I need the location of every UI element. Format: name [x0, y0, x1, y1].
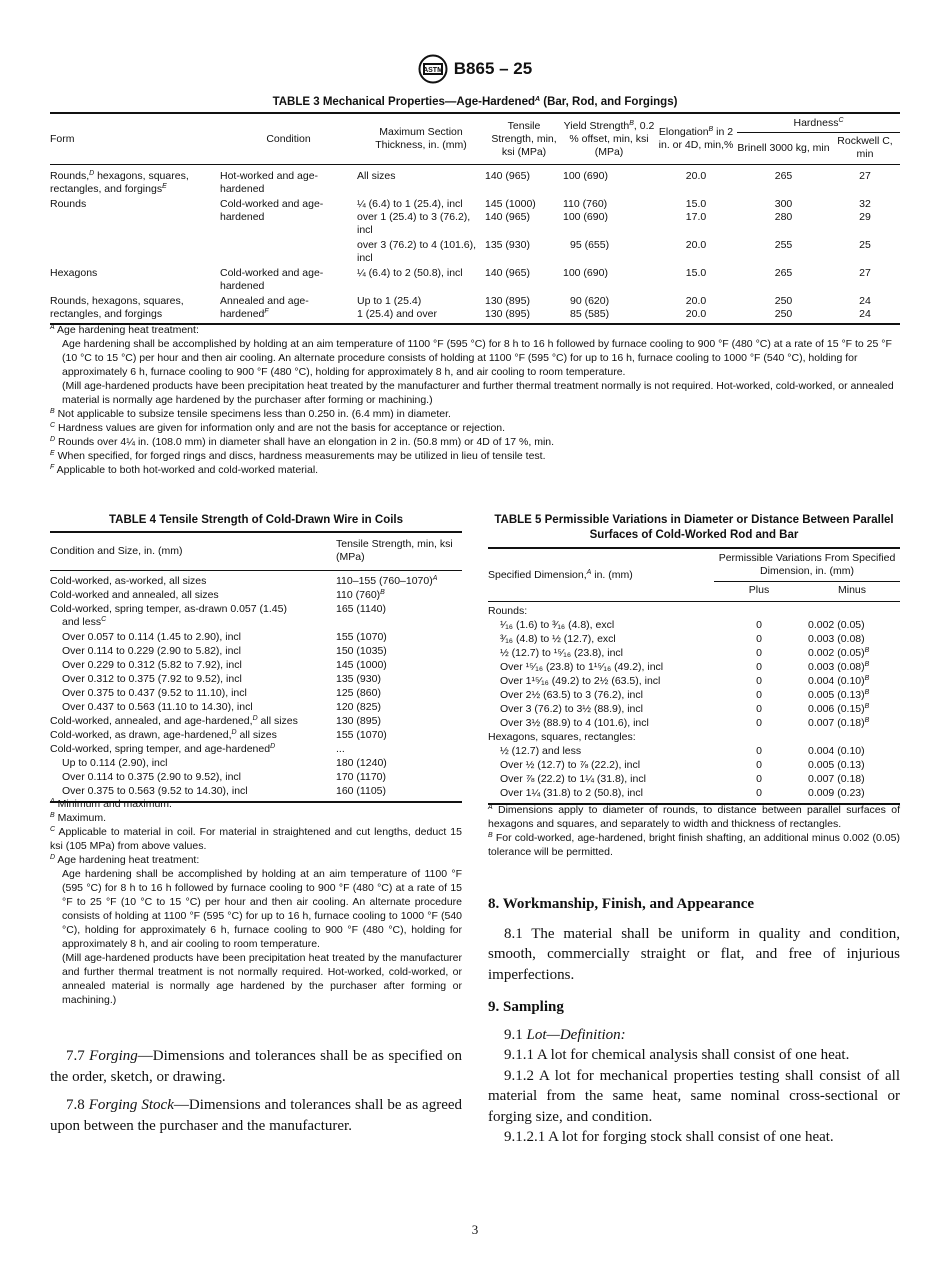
svg-text:ASTM: ASTM [422, 67, 443, 74]
table-row: Over 0.057 to 0.114 (1.45 to 2.90), incl 155 (1070) [62, 631, 387, 643]
table-row: Rounds Cold-worked and age-hardened ¼ (6.4) to 1 (25.4), incl 145 (1000) 110 (760) 15.0 300 32 [50, 198, 871, 223]
table-row: Cold-worked, spring temper, and age-hardened$^D$ ... [50, 743, 345, 755]
col-hardness: Hardness$^C$ [737, 113, 900, 133]
table-row: Over 3½ (88.9) to 4 (101.6), incl 0 0.007 $(0.18)^B$ [500, 717, 870, 729]
table-row: Cold-worked, as-worked, all sizes 110–155 $(760-1070)^A$ [50, 575, 438, 587]
table-row: Over 0.312 to 0.375 (7.92 to 9.52), incl 135 (930) [62, 673, 381, 685]
table3-footnotes: $^A$ Age hardening heat treatment: Age hardening shall be accomplished by holding at an aim temperature of 1100 °F (595 °C) for 8 h to 16 h followed by furnace cooling to 900 °F (480 °C) at a rate of 15 °F to 25 °F (10 °C to 15 °C) per hour and then air cooling. An alternate procedure consists of holding at 1100 °F (595 °C) for up to 16 h, furnace cooling to 1000 °F (540 °C), holding for approximately 6 h, furnace cooling to 900 °F (480 °C), holding for approximately 8 h, and air cooling to room temperature. (Mill age-hardened products have been precipitation heat treated by the manufacturer and further thermal treatment normally is not required. Hot-worked, cold-worked, or annealed material is normally age hardened by the purchaser after forming or machining.) $^B$ Not applicable to subsize tensile specimens less than 0.250 in. (6.4 mm) in diameter. $^C$ Hardness values are given for information only and are not the basis for acceptance or rejection. $^D$ Rounds over 4¼ in. (108.0 mm) in diameter shall have an elongation in 2 in. (50.8 mm) or 4D of 17 %, min. $^E$ When specified, for forged rings and discs, hardness measurements may be utilized in lieu of tensile test. $^F$ Applicable to both hot-worked and cold-worked material. [50, 324, 894, 476]
col-minus: Minus [837, 584, 866, 596]
table-row: Over 0.229 to 0.312 (5.82 to 7.92), incl 145 (1000) [62, 659, 387, 671]
col-condition: Condition [220, 113, 357, 165]
left-body-text [50, 1046, 462, 1136]
col-specified-dimension: Specified Dimension,$^A$ in. (mm) [488, 548, 714, 602]
table-group-rounds: Rounds: [488, 605, 528, 617]
table3 [50, 112, 900, 325]
right-body-text [488, 894, 900, 1148]
table-row: Up to 0.114 (2.90), incl 180 (1240) [62, 757, 387, 769]
col-tensile: Tensile Strength, min, ksi (MPa) [485, 113, 563, 165]
table-row: Over 0.375 to 0.437 (9.52 to 11.10), incl 125 (860) [62, 687, 381, 699]
col-tensile-strength: Tensile Strength, min, ksi (MPa) [336, 538, 453, 563]
table-row: Rounds, hexagons, squares, rectangles, and forgings Annealed and age-hardened$^F$ Up to 1 (25.4) 1 (25.4) and over 130 (895) 130 (895) 90 (620) 85 (585) 20.0 20.0 250 250 24 24 [50, 293, 900, 324]
section-9-heading: 9. Sampling [488, 999, 564, 1015]
page-header [0, 56, 950, 82]
table3-caption: TABLE 3 Mechanical Properties—Age-Hardened$^A$ (Bar, Rod, and Forgings) [272, 96, 678, 108]
table-row: Cold-worked, spring temper, as-drawn 0.057 (1.45) and less$^C$ 165 (1140) [50, 603, 387, 628]
table-row: ½ (12.7) and less 0 0.004 (0.10) [500, 745, 865, 757]
table-row: Over ½ (12.7) to ⅞ (22.2), incl 0 0.005 (0.13) [500, 759, 865, 771]
table-row: Over 1¼ (31.8) to 2 (50.8), incl 0 0.009 (0.23) [488, 786, 900, 804]
paragraph-9-1-1: 9.1.1 A lot for chemical analysis shall consist of one heat. [504, 1047, 850, 1063]
table-row: over 3 (76.2) to 4 (101.6), incl 135 (930) 95 (655) 20.0 255 25 [357, 239, 871, 264]
table5 [488, 547, 900, 805]
col-form: Form [50, 113, 220, 165]
paragraph-7-8: 7.8 Forging Stock—Dimensions and tolerances shall be as agreed upon between the purchaser and the manufacturer. [50, 1097, 463, 1134]
table-row: Over 0.375 to 0.563 (9.52 to 14.30), incl 160 (1105) [50, 784, 462, 802]
table5-caption: TABLE 5 Permissible Variations in Diameter or Distance Between Parallel Surfaces of Cold-Worked Rod and Bar [494, 514, 894, 541]
table-row: over 1 (25.4) to 3 (76.2), incl 140 (965) 100 (690) 17.0 280 29 [357, 211, 871, 236]
table-row: Over 2½ (63.5) to 3 (76.2), incl 0 0.005 $(0.13)^B$ [500, 689, 870, 701]
col-elongation: Elongation$^B$ in 2 in. or 4D, min,% [655, 113, 737, 165]
col-yield: Yield Strength$^B$, 0.2 % offset, min, ksi (MPa) [563, 113, 655, 165]
document-designation: B865 – 25 [453, 59, 533, 78]
table-row: Over 0.114 to 0.229 (2.90 to 5.82), incl 150 (1035) [62, 645, 387, 657]
table-row: Over 0.114 to 0.375 (2.90 to 9.52), incl 170 (1170) [62, 771, 387, 783]
paragraph-8-1: 8.1 The material shall be uniform in quality and condition, smooth, commercially straight or flat, and free of injurious imperfections. [488, 925, 900, 983]
col-permissible-variations: Permissible Variations From Specified Dimension, in. (mm) [714, 548, 900, 582]
paragraph-9-1-2-1: 9.1.2.1 A lot for forging stock shall consist of one heat. [504, 1129, 834, 1145]
table-row: Over ⅞ (22.2) to 1¼ (31.8), incl 0 0.007 (0.18) [500, 773, 865, 785]
col-thickness: Maximum Section Thickness, in. (mm) [357, 113, 485, 165]
astm-logo-icon [418, 54, 448, 84]
col-brinell: Brinell 3000 kg, min [737, 133, 830, 165]
table-row: Over 1¹⁵⁄₁₆ (49.2) to 2½ (63.5), incl 0 0.004 $(0.10)^B$ [500, 675, 870, 687]
table-row: Hexagons Cold-worked and age-hardened ¼ (6.4) to 2 (50.8), incl 140 (965) 100 (690) 15.0 265 27 [50, 267, 871, 292]
table4 [50, 531, 462, 803]
section-8-heading: 8. Workmanship, Finish, and Appearance [488, 896, 755, 912]
table-row: Rounds,$^D$ hexagons, squares, rectangles, and forgings$^E$ Hot-worked and age-hardened All sizes 140 (965) 100 (690) 20.0 265 27 [50, 170, 871, 195]
table-row: Cold-worked and annealed, all sizes 110 $(760)^B$ [50, 589, 385, 601]
col-plus: Plus [748, 584, 770, 596]
table-row: Cold-worked, annealed, and age-hardened,$^D$ all sizes 130 (895) [50, 715, 381, 727]
table-group-hexagons: Hexagons, squares, rectangles: [488, 731, 636, 743]
table-row: ¹⁄₁₆ (1.6) to ³⁄₁₆ (4.8), excl 0 0.002 (0.05) [500, 619, 865, 631]
table-row: Cold-worked, as drawn, age-hardened,$^D$ all sizes 155 (1070) [50, 729, 387, 741]
table4-caption: TABLE 4 Tensile Strength of Cold-Drawn Wire in Coils [108, 514, 403, 526]
paragraph-9-1: 9.1 Lot—Definition: [504, 1026, 626, 1043]
paragraph-7-7: 7.7 Forging—Dimensions and tolerances shall be as specified on the order, sketch, or drawing. [50, 1048, 462, 1085]
page-number: 3 [471, 1222, 479, 1237]
table-row: ½ (12.7) to ¹⁵⁄₁₆ (23.8), incl 0 0.002 $(0.05)^B$ [500, 647, 870, 659]
col-condition-size: Condition and Size, in. (mm) [50, 544, 183, 557]
table4-footnotes: $^A$ Minimum and maximum. $^B$ Maximum. $^C$ Applicable to material in coil. For material in straightened and cut lengths, deduct 15 ksi (105 MPa) from above values. $^D$ Age hardening heat treatment: Age hardening shall be accomplished by holding at an aim temperature of 1100 °F (595 °C) for 8 h to 16 h followed by furnace cooling to 900 °F (480 °C) at a rate of 15 °F to 25 °F (10 °C to 15 °C) per hour and then air cooling. An alternate procedure consists of holding at 1100 °F (595 °C) for up to 16 h, furnace cooling to 1000 °F (540 °C), holding for approximately 6 h, furnace cooling to 900 °F (480 °C), holding for approximately 8 h, and air cooling to room temperature. (Mill age-hardened products have been precipitation heat treated by the manufacturer and further thermal treatment is not normally required. Hot-worked, cold-worked, or annealed material is normally age hardened by the purchaser after forming or machining.) [50, 798, 462, 1006]
paragraph-9-1-2: 9.1.2 A lot for mechanical properties testing shall consist of all material from the same heat, same nominal cross-sectional or forging size, and condition. [488, 1067, 900, 1125]
table-row: Over 3 (76.2) to 3½ (88.9), incl 0 0.006 $(0.15)^B$ [500, 703, 870, 715]
col-rockwell: Rockwell C, min [830, 133, 900, 165]
table5-footnotes: $^A$ Dimensions apply to diameter of rounds, to distance between parallel surfaces of hexagons and squares, and separately to width and thickness of rectangles. $^B$ For cold-worked, age-hardened, bright finish shafting, an additional minus 0.002 (0.05) tolerance will be permitted. [488, 804, 900, 858]
table-row: ³⁄₁₆ (4.8) to ½ (12.7), excl 0 0.003 (0.08) [500, 633, 865, 645]
table-row: Over ¹⁵⁄₁₆ (23.8) to 1¹⁵⁄₁₆ (49.2), incl 0 0.003 $(0.08)^B$ [500, 661, 870, 673]
table-row: Over 0.437 to 0.563 (11.10 to 14.30), incl 120 (825) [62, 701, 381, 713]
